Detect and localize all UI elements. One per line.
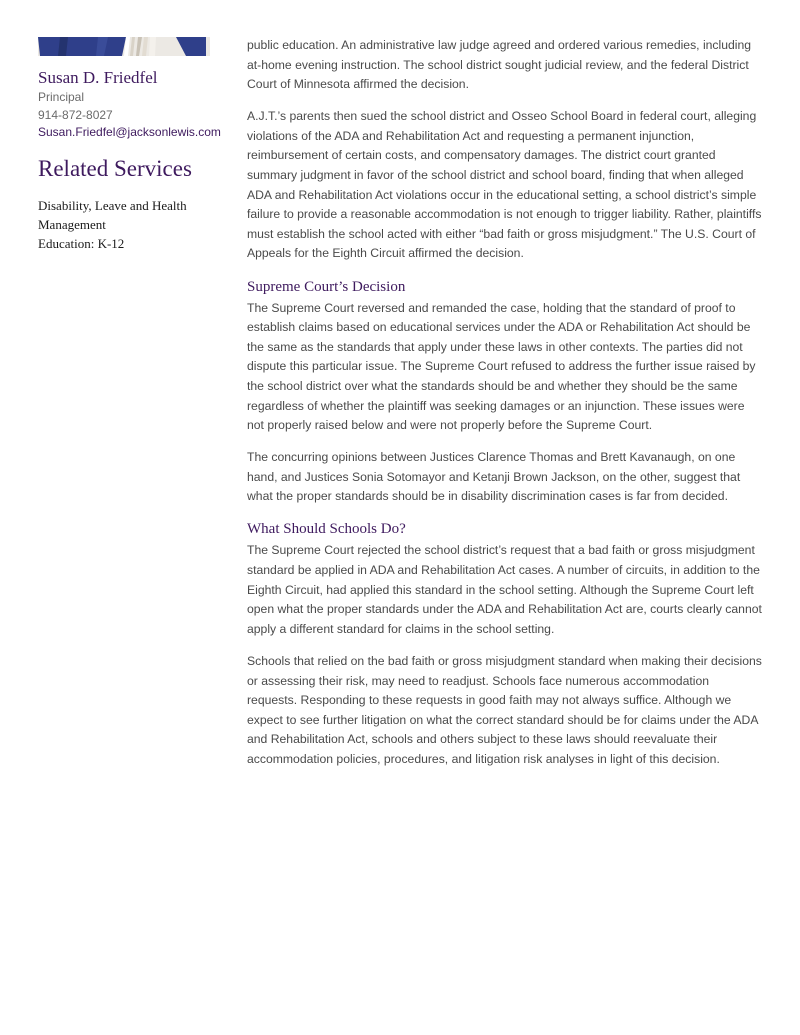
author-email[interactable]: Susan.Friedfel@jacksonlewis.com [38, 125, 221, 139]
article-paragraph: A.J.T.’s parents then sued the school district and Osseo School Board in federal court, alleging violations of the ADA and Rehabilitation Act and requesting a permanent injunction, reimbursement of certain costs, and compensatory damages. The district court granted summary judgment in favor of the school district and school board, finding that when alleged ADA and Rehabilitation Act violations occur in the educational setting, a school district’s simple failure to provide a reasonable accommodation is not enough to trigger liability. Rather, plaintiffs must establish the school acted with either “bad faith or gross misjudgment.” The U.S. Court of Appeals for the Eighth Circuit affirmed the decision. [247, 109, 762, 261]
article-paragraph: The concurring opinions between Justices Clarence Thomas and Brett Kavanaugh, on one hand, and Justices Sonia Sotomayor and Ketanji Brown Jackson, on the other, suggest that what the proper standards should be in disability discrimination cases is far from decided. [247, 450, 741, 504]
article-paragraph: The Supreme Court reversed and remanded the case, holding that the standard of proof to establish claims based on educational services under the ADA or Rehabilitation Act should be the same as the standards that apply under these laws in other contexts. The parties did not dispute this particular issue. The Supreme Court refused to address the further issue raised by the school district over what the standards should be and whether they should be the same regardless of whether the plaintiff was seeking damages or an injunction. These issues were not properly raised below and were not properly before the Supreme Court. [247, 300, 756, 433]
author-phone[interactable]: 914-872-8027 [38, 107, 113, 122]
related-services-heading: Related Services [38, 155, 192, 181]
article-paragraph: Schools that relied on the bad faith or gross misjudgment standard when making their decisions or assessing their risk, may need to readjust. Schools face numerous accommodation requests. Responding to these requests in good faith may not always suffice. Although we expect to see further litigation on what the correct standard should be for claims under the ADA and Rehabilitation Act, schools and others subject to these laws should reevaluate their accommodation policies, procedures, and litigation risk analyses in light of this decision. [247, 653, 762, 766]
sidebar [38, 37, 223, 253]
author-name[interactable]: Susan D. Friedfel [38, 68, 158, 87]
related-services-list [38, 196, 223, 253]
related-service-item[interactable]: Education: K-12 [38, 235, 125, 251]
section-heading: What Should Schools Do? [247, 521, 406, 538]
related-service-item[interactable]: Disability, Leave and Health Management [38, 197, 187, 232]
author-photo [38, 37, 210, 56]
author-title: Principal [38, 90, 85, 104]
author-photo-image [38, 37, 210, 56]
article-paragraph: public education. An administrative law judge agreed and ordered various remedies, including at-home evening instruction. The school district sought judicial review, and the federal District Court of Minnesota affirmed the decision. [247, 38, 752, 92]
section-heading: Supreme Court’s Decision [247, 278, 406, 295]
article-paragraph: The Supreme Court rejected the school district’s request that a bad faith or gross misjudgment standard be applied in ADA and Rehabilitation Act cases. A number of circuits, in addition to the Eighth Circuit, had applied this standard in the school setting. Although the Supreme Court left open what the proper standards under the ADA and Rehabilitation Act are, courts clearly cannot apply a different standard for claims in the school setting. [247, 543, 762, 636]
article-body [247, 36, 762, 782]
